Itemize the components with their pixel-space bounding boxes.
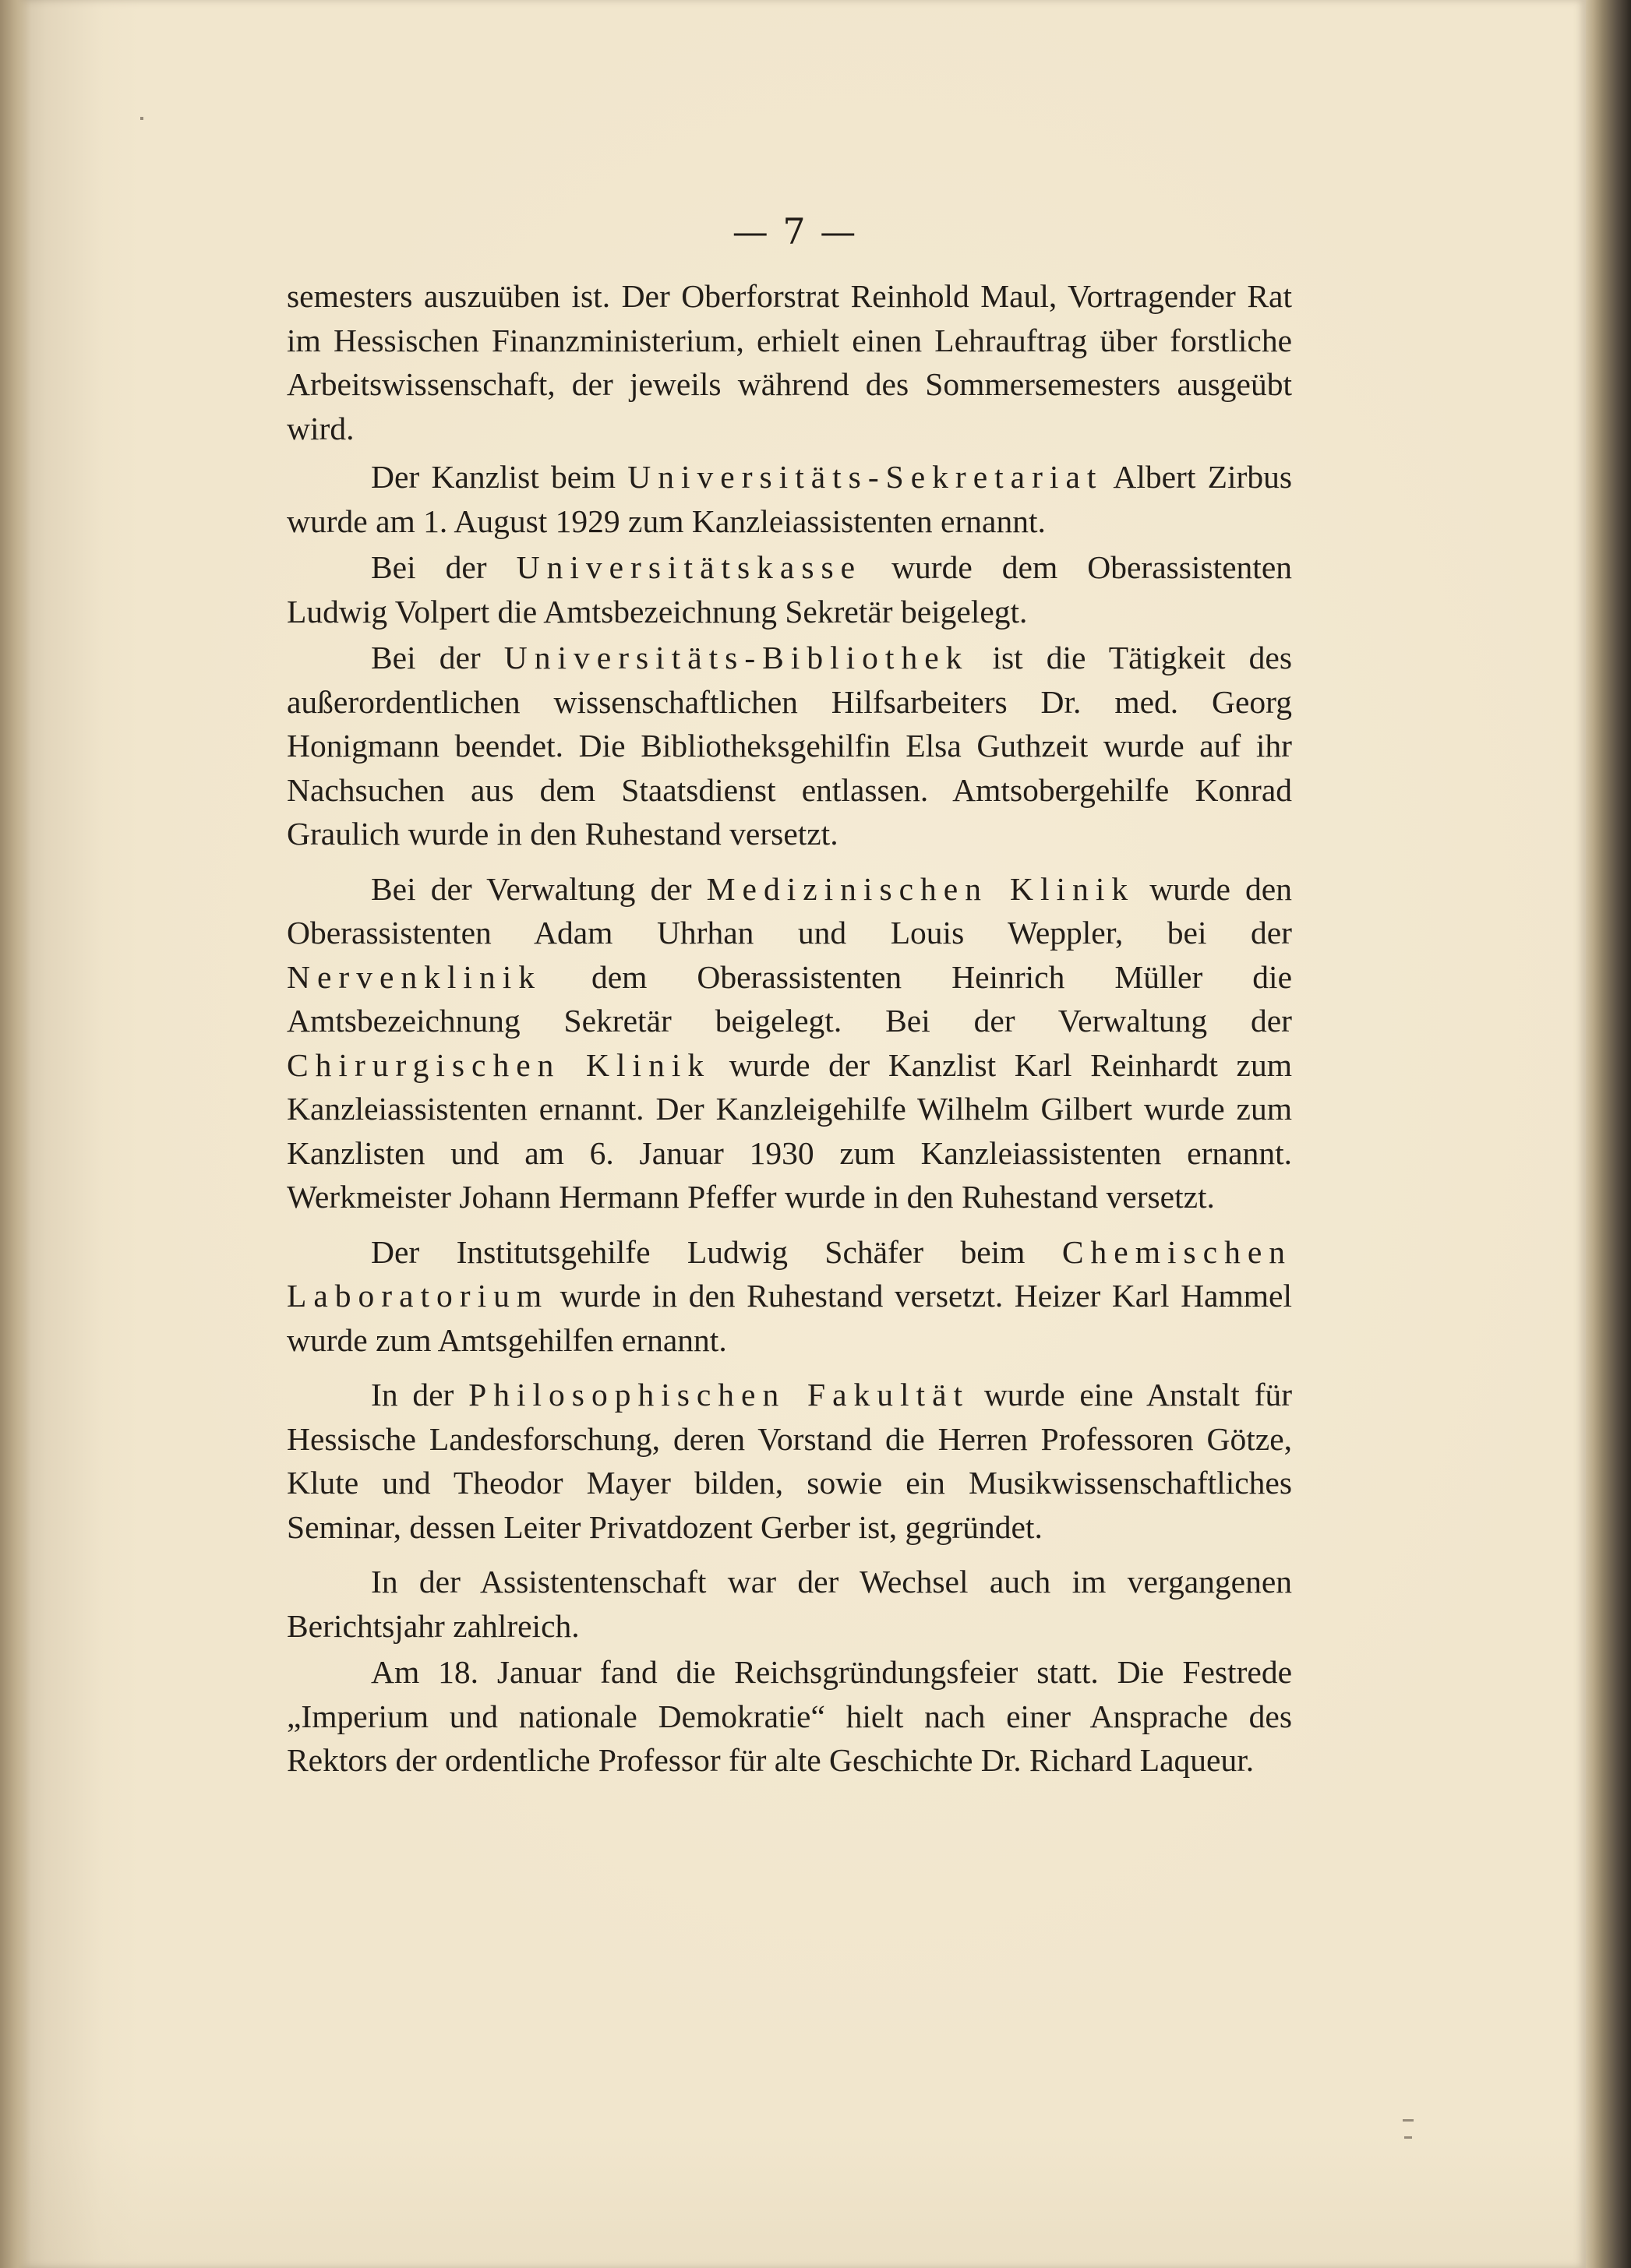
paragraph-4-text-b: ist die Tätigkeit des außerordentlichen wissenschaftlichen Hilfsarbeiters Dr. med. Georg Honigmann beendet. Die Bibliotheksgehilfin Elsa Guthzeit wurde auf ihr Nachsuchen aus dem Staatsdienst entlassen. Amtsobergehilfe Konrad Graulich wurde in den Ruhestand versetzt. xyxy=(287,640,1292,852)
paragraph-4-text-a: Bei der xyxy=(371,640,504,675)
paragraph-5-emphasis-a: Medizinischen Klinik xyxy=(706,870,1135,907)
spine-shadow xyxy=(0,0,31,2268)
paragraph-5-emphasis-b: Nervenklinik xyxy=(287,958,542,995)
paragraph-7 xyxy=(287,1373,1292,1549)
paragraph-7-emphasis: Philosophischen Fakultät xyxy=(468,1377,970,1413)
paragraph-2-text-a: Der Kanzlist beim xyxy=(371,459,628,495)
paragraph-3-text-a: Bei der xyxy=(371,549,517,585)
paragraph-3-emphasis: Universitätskasse xyxy=(516,549,863,585)
paragraph-1-text: semesters auszuüben ist. Der Oberforstrat Reinhold Maul, Vortragender Rat im Hessischen Finanzministerium, erhielt einen Lehrauftrag über forstliche Arbeitswissenschaft, der jeweils während des Sommersemesters ausgeübt wird. xyxy=(287,278,1292,446)
paragraph-5-text-b: wurde den Oberassistenten Adam Uhrhan und Louis Weppler, bei der xyxy=(287,870,1292,951)
paragraph-7-text-a: In der xyxy=(371,1377,469,1413)
paragraph-5-emphasis-c: Chirurgischen Klinik xyxy=(287,1046,711,1083)
paragraph-7-text-b: wurde eine Anstalt für Hessische Landesforschung, deren Vorstand die Herren Professoren Götze, Klute und Theodor Mayer bilden, sowie ein Musikwissenschaftliches Seminar, dessen Leiter Privatdozent Gerber ist, gegründet. xyxy=(287,1377,1293,1545)
paragraph-6 xyxy=(287,1230,1292,1363)
scan-speck xyxy=(1404,2136,1412,2139)
paragraph-5-text-a: Bei der Verwaltung der xyxy=(371,870,707,907)
scan-speck xyxy=(140,117,143,120)
paragraph-2 xyxy=(287,455,1292,543)
paragraph-5 xyxy=(287,867,1292,1219)
paragraph-8-text: In der Assistentenschaft war der Wechsel auch im vergangenen Berichtsjahr zahlreich. xyxy=(287,1564,1292,1644)
paragraph-6-text-a: Der Institutsgehilfe Ludwig Schäfer beim xyxy=(371,1233,1062,1270)
paragraph-5-text-d: wurde der Kanzlist Karl Reinhardt zum Kanzleiassistenten ernannt. Der Kanzleigehilfe Wilhelm Gilbert wurde zum Kanzlisten und am 6. Januar 1930 zum Kanzleiassistenten ernannt. Werkmeister Johann Hermann Pfeffer wurde in den Ruhestand versetzt. xyxy=(287,1046,1292,1215)
paragraph-6-text-b: wurde in den Ruhestand versetzt. Heizer Karl Hammel wurde zum Amtsgehilfen ernannt. xyxy=(287,1278,1292,1358)
paragraph-2-emphasis: Universitäts-Sekretariat xyxy=(627,459,1103,495)
paragraph-6-emphasis: Chemischen Laboratorium xyxy=(287,1233,1292,1314)
page-number: — 7 — xyxy=(732,210,858,252)
page-edge-shadow xyxy=(1586,0,1631,2268)
paragraph-1 xyxy=(287,274,1292,450)
paragraph-9 xyxy=(287,1650,1292,1783)
page-body xyxy=(287,274,1292,1783)
paragraph-4-emphasis: Universitäts-Bibliothek xyxy=(503,640,969,675)
paragraph-3 xyxy=(287,545,1292,633)
paragraph-3-text-b: wurde dem Oberassistenten Ludwig Volpert die Amtsbezeichnung Sekretär beigelegt. xyxy=(287,549,1292,630)
paragraph-5-text-c: dem Oberassistenten Heinrich Müller die Amtsbezeichnung Sekretär beigelegt. Bei der Verwaltung der xyxy=(287,958,1292,1039)
paragraph-8 xyxy=(287,1560,1292,1648)
paragraph-2-text-b: Albert Zirbus wurde am 1. August 1929 zum Kanzleiassistenten ernannt. xyxy=(287,459,1292,539)
scan-speck xyxy=(1403,2119,1414,2122)
paragraph-4 xyxy=(287,636,1292,856)
paragraph-9-text: Am 18. Januar fand die Reichsgründungsfeier statt. Die Festrede „Imperium und nationale Demokratie“ hielt nach einer Ansprache des Rektors der ordentliche Professor für alte Geschichte Dr. Richard Laqueur. xyxy=(287,1654,1292,1778)
